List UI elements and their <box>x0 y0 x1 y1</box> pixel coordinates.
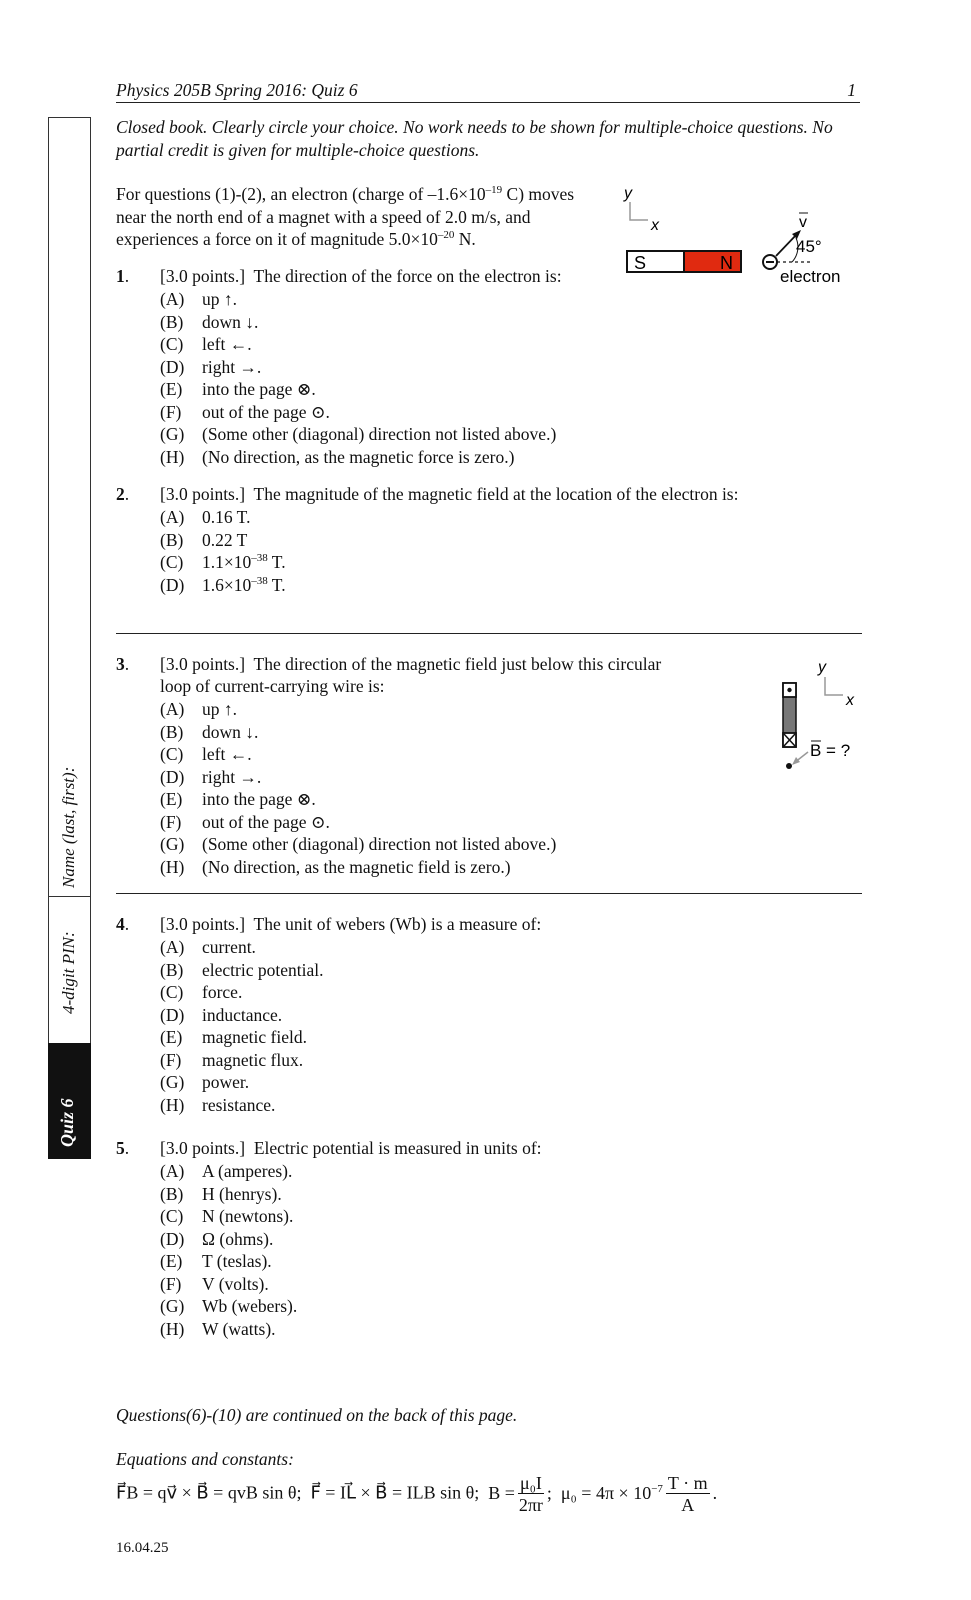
option-h[interactable]: (H) resistance. <box>160 1094 276 1115</box>
question-number: 3 <box>116 654 125 674</box>
magnet-electron-figure <box>620 180 870 295</box>
setup-text: C) moves <box>502 184 575 204</box>
question-number: 1 <box>116 266 125 286</box>
option-g[interactable]: (G) (Some other (diagonal) direction not listed above.) <box>160 834 557 854</box>
option-e[interactable]: (E) T (teslas). <box>160 1251 272 1271</box>
quiz-label-block <box>48 1043 91 1159</box>
option-c[interactable]: (C) left ←. <box>160 334 252 354</box>
q3-options <box>160 698 556 878</box>
axis-corner <box>825 677 843 695</box>
setup-exponent: –19 <box>485 184 503 196</box>
velocity-label: v <box>799 214 807 231</box>
permeability-constant: $\mu_0 = 4\pi \times 10^{-7}$ $\frac{T \cdot m}{A}$ . <box>560 1473 718 1515</box>
question-text: The magnitude of the magnetic field at the location of the electron is: <box>253 484 739 504</box>
question-3: 3. [3.0 points.] The direction of the magnetic field just below this circular <box>116 654 662 674</box>
option-f[interactable]: (F) out of the page ⊙. <box>160 811 330 832</box>
setup-text: near the north end of a magnet with a speed of 2.0 m/s, and <box>116 206 531 227</box>
question-number: 4 <box>116 914 125 934</box>
option-f[interactable]: (F) magnetic flux. <box>160 1049 304 1070</box>
page-number: 1 <box>847 80 856 100</box>
option-c[interactable]: (C) force. <box>160 982 243 1002</box>
q2-options <box>160 506 286 596</box>
question-2: 2. [3.0 points.] The magnitude of the magnetic field at the location of the electron is: <box>116 484 739 504</box>
continued-note: Questions(6)-(10) are continued on the back of this page. <box>116 1405 518 1425</box>
option-d[interactable]: (D) inductance. <box>160 1004 283 1025</box>
option-a[interactable]: (A) up ↑. <box>160 699 237 719</box>
question-points: [3.0 points.] <box>160 1138 246 1158</box>
option-c[interactable]: (C) left ←. <box>160 744 252 764</box>
question-points: [3.0 points.] <box>160 266 246 286</box>
equations-heading: Equations and constants: <box>116 1449 294 1469</box>
option-g[interactable]: (G) power. <box>160 1072 250 1092</box>
section-divider <box>116 893 862 894</box>
force-on-charge-equation: F⃗B = qv⃗ × B⃗ = qvB sin θ; <box>116 1482 302 1503</box>
question-4: 4. [3.0 points.] The unit of webers (Wb) is a measure of: <box>116 914 542 934</box>
name-label: Name (last, first): <box>59 766 78 888</box>
option-a[interactable]: (A) 0.16 T. <box>160 507 251 527</box>
option-f[interactable]: (F) out of the page ⊙. <box>160 401 330 422</box>
magnet-s-label: S <box>634 253 647 273</box>
section-divider <box>116 633 862 634</box>
q1-options <box>160 288 556 468</box>
field-label: B = ? <box>810 741 851 760</box>
pin-label: 4-digit PIN: <box>59 931 78 1014</box>
setup-text: N. <box>454 229 476 249</box>
setup-text: For questions (1)-(2), an electron (charge of –1.6×10 <box>116 184 486 204</box>
option-b[interactable]: (B) 0.22 T <box>160 529 248 550</box>
dot-icon <box>787 688 791 692</box>
option-b[interactable]: (B) electric potential. <box>160 959 324 980</box>
angle-label: 45° <box>796 237 822 256</box>
quiz-label: Quiz 6 <box>57 1098 77 1147</box>
question-points: [3.0 points.] <box>160 654 246 674</box>
option-d[interactable]: (D) $1.6\times 10^{-38}$ T. <box>160 574 286 595</box>
setup-exponent: –20 <box>437 229 455 241</box>
question-text-continued: loop of current-carrying wire is: <box>160 676 385 696</box>
option-b[interactable]: (B) H (henrys). <box>160 1183 282 1204</box>
field-point <box>786 763 792 769</box>
question-number: 2 <box>116 484 125 504</box>
question-5: 5. [3.0 points.] Electric potential is measured in units of: <box>116 1138 542 1158</box>
question-text: The direction of the force on the electron is: <box>253 266 562 286</box>
option-a[interactable]: (A) A (amperes). <box>160 1161 293 1181</box>
option-h[interactable]: (H) (No direction, as the magnetic field is zero.) <box>160 856 511 877</box>
equations-line <box>116 1473 717 1516</box>
magnet-n-label: N <box>720 253 733 273</box>
header-title: Physics 205B Spring 2016: Quiz 6 <box>116 80 358 100</box>
question-1: 1. [3.0 points.] The direction of the force on the electron is: <box>116 266 562 286</box>
option-c[interactable]: (C) N (newtons). <box>160 1206 294 1226</box>
option-a[interactable]: (A) current. <box>160 937 256 957</box>
option-g[interactable]: (G) (Some other (diagonal) direction not listed above.) <box>160 424 557 444</box>
question-text: The direction of the magnetic field just below this circular <box>249 654 662 674</box>
current-loop-figure <box>770 655 870 795</box>
option-e[interactable]: (E) magnetic field. <box>160 1027 307 1047</box>
instructions: Closed book. Clearly circle your choice. No work needs to be shown for multiple-choice questions. No partial credit is given for multiple-choice questions. <box>116 117 833 160</box>
option-b[interactable]: (B) down ↓. <box>160 721 259 742</box>
question-text: The unit of webers (Wb) is a measure of: <box>253 914 542 934</box>
option-f[interactable]: (F) V (volts). <box>160 1273 269 1294</box>
question-points: [3.0 points.] <box>160 484 246 504</box>
y-axis-label: y <box>624 185 632 202</box>
option-d[interactable]: (D) right →. <box>160 766 262 787</box>
x-axis-label: x <box>846 692 854 709</box>
field-arrowhead <box>792 757 800 765</box>
electron-label: electron <box>780 267 841 286</box>
x-axis-label: x <box>651 217 659 234</box>
q5-options <box>160 1160 297 1340</box>
name-sidebar <box>48 117 91 1159</box>
force-on-wire-equation: F⃗ = IL⃗ × B⃗ = ILB sin θ; <box>310 1482 480 1503</box>
option-a[interactable]: (A) up ↑. <box>160 289 237 309</box>
option-e[interactable]: (E) into the page ⊗. <box>160 379 316 399</box>
sidebar-divider <box>49 896 90 897</box>
y-axis-label: y <box>818 659 826 676</box>
page-header <box>116 80 860 103</box>
option-g[interactable]: (G) Wb (webers). <box>160 1296 298 1316</box>
document-date: 16.04.25 <box>116 1540 169 1556</box>
setup-text: experiences a force on it of magnitude 5.0×10 <box>116 229 438 249</box>
axis-corner <box>630 202 648 220</box>
option-c[interactable]: (C) $1.1\times 10^{-38}$ T. <box>160 552 286 572</box>
problem-setup <box>116 183 636 251</box>
q4-options <box>160 936 323 1116</box>
option-h[interactable]: (H) (No direction, as the magnetic force is zero.) <box>160 446 515 467</box>
option-d[interactable]: (D) Ω (ohms). <box>160 1228 274 1249</box>
option-e[interactable]: (E) into the page ⊗. <box>160 789 316 809</box>
field-of-wire-equation: B = $\frac{\text{μ₀I}}{2\pi r}$ ; <box>488 1473 552 1515</box>
question-text: Electric potential is measured in units of: <box>253 1138 542 1158</box>
option-h[interactable]: (H) W (watts). <box>160 1318 276 1339</box>
question-points: [3.0 points.] <box>160 914 246 934</box>
question-number: 5 <box>116 1138 125 1158</box>
option-b[interactable]: (B) down ↓. <box>160 311 259 332</box>
option-d[interactable]: (D) right →. <box>160 356 262 377</box>
